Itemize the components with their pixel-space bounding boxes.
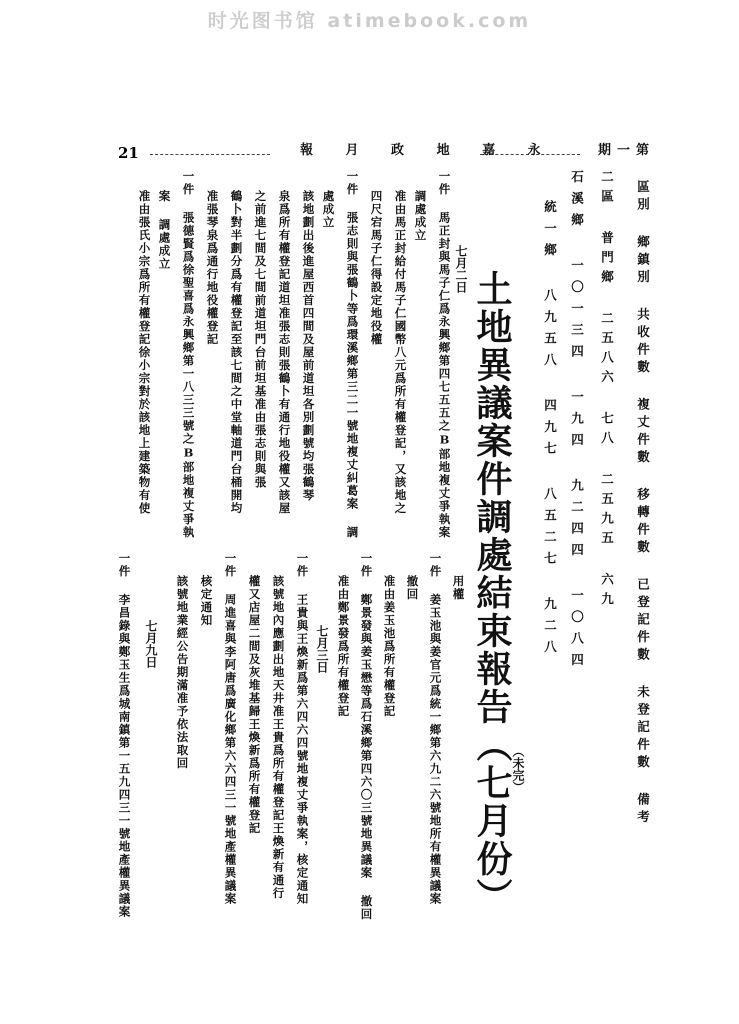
report-line: 案 調處成立 bbox=[157, 190, 172, 271]
stats-row-labels: 區別 鄉鎮別 共收件數 複丈件數 移轉件數 已登記件數 未登記件數 備考 bbox=[635, 180, 651, 828]
report-line: 用權 bbox=[451, 575, 466, 601]
stats-col-3: 統一鄉 八九五八 四九七 八五二七 九二八 bbox=[542, 200, 558, 662]
report-line: 調處成立 bbox=[413, 190, 428, 242]
section-date: 七月三日 bbox=[315, 625, 329, 673]
report-line: 權又店屋二間及灰堆基歸王煥新爲所有權登記 bbox=[247, 575, 262, 835]
report-title: 土地異議案件調處結束報告（七月份） bbox=[471, 270, 513, 916]
report-line: 准由張氏小宗爲所有權登記徐小宗對於該地上建築物有使 bbox=[137, 190, 152, 515]
journal-title: 報 月 政 地 嘉 永 bbox=[300, 143, 555, 158]
report-line: 准張琴泉爲通行地役權登記 bbox=[205, 190, 220, 346]
report-line: 該地劃出後進屋西首四間及屋前道坦各別劃號均張鶴琴 bbox=[301, 190, 316, 502]
report-line: 准由鄭景發爲所有權登記 bbox=[336, 575, 351, 718]
page-number: 21 bbox=[118, 144, 139, 162]
section-date: 七月九日 bbox=[144, 620, 158, 668]
report-line: 四尺宕馬子仁得設定地役權 bbox=[369, 190, 384, 346]
report-line: 之前進七間及七間前道坦門台前坦基准由張志則與張 bbox=[253, 190, 268, 489]
report-line: 鶴卜對半劃分爲有權登記至該七間之中堂軸道門台桶開均 bbox=[229, 190, 244, 515]
stats-col-1: 二區 普門鄉 二五八六 七八 二五九五 六九 bbox=[599, 170, 615, 612]
report-line: 一件 周進喜與李阿唐爲廣化鄉第六六四三一號地產權異議案 bbox=[223, 552, 238, 906]
report-line: 准由馬正封給付馬子仁國幣八元爲所有權登記，又該地之 bbox=[393, 190, 408, 515]
report-line: 處成立 bbox=[321, 190, 336, 229]
stats-col-2: 石溪鄉 一〇一三四 一九四 九二四四 一〇八四 bbox=[569, 170, 585, 675]
report-line: 一件 張德賢爲徐聖喜爲永興鄉第一八三三號之B部地複丈爭執 bbox=[181, 170, 196, 539]
header-rule-left bbox=[150, 154, 270, 155]
report-line: 一件 王貴與王煥新爲第六四六四號地複丈爭執案，核定通知 bbox=[295, 552, 310, 906]
report-line: 一件 姜玉池與姜官元爲統一鄉第六九二六號地所有權異議案 bbox=[428, 552, 443, 906]
issue-label: 期一第 bbox=[598, 143, 656, 158]
report-line: 一件 鄭景發與姜玉懋等爲石溪鄉第四六〇三號地異議案 撤回 bbox=[359, 552, 374, 921]
continued-note: （未完） bbox=[511, 745, 525, 793]
report-line: 一件 張志則與張鶴卜等爲環溪鄉第三二一號地複丈糾葛案 調 bbox=[345, 170, 360, 539]
report-line: 一件 李昌錄與鄭玉生爲城南鎮第一五九四三一號地產權異議案 bbox=[117, 552, 132, 919]
report-line: 該號地內應劃出地天井准王貴爲所有權登記王煥新有通行 bbox=[271, 575, 286, 900]
report-line: 准由姜玉池爲所有權登記 bbox=[382, 575, 397, 718]
report-line: 撤回 bbox=[405, 575, 420, 601]
report-line: 核定通知 bbox=[199, 575, 214, 627]
report-line: 該號地業經公告期滿准予依法取回 bbox=[175, 575, 190, 770]
watermark: 时光图书馆 atimebook.com bbox=[207, 10, 532, 32]
report-line: 泉爲所有權登記道坦准張志則張鶴卜有通行地役權又該屋 bbox=[277, 190, 292, 515]
section-date: 七月二日 bbox=[454, 245, 468, 293]
report-line: 一件 馬正封與馬子仁爲永興鄉第四七五五之B部地複丈爭執案 bbox=[437, 170, 452, 539]
